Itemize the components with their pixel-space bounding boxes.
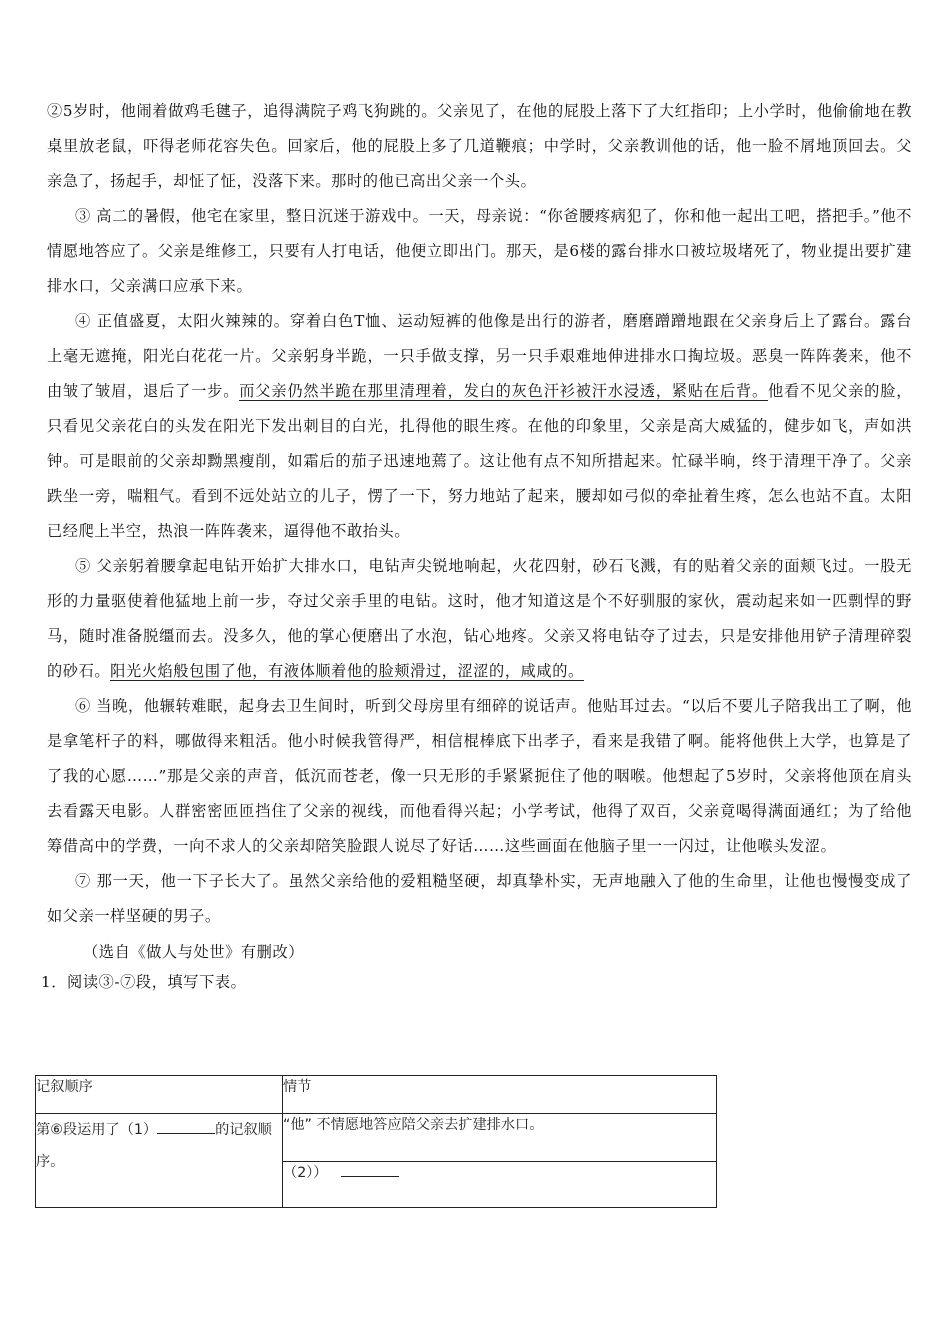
- paragraph-4-part-2: 他看不见父亲的脸，只看见父亲花白的头发在阳光下发出刺目的白光，扎得他的眼生疼。在他的印象里，父亲是高大威猛的，健步如飞，声如洪钟。可是眼前的父亲却黝黑瘦削，如霜后的茄子迅速地蔫了。这让他有点不知所措起来。忙碌半晌，终于清理干净了。父亲跌坐一旁，喘粗气。看到不远处站立的儿子，愣了一下，努力地站了起来，腰却如弓似的牵扯着生疼，怎么也站不直。太阳已经爬上半空，热浪一阵阵袭来，逼得他不敢抬头。: [47, 382, 912, 540]
- paragraph-4-part-1: ④ 正值盛夏，太阳火辣辣的。穿着白色T恤、运动短裤的他像是出行的游者，磨磨蹭蹭地跟在父亲身后上了露台。露台上毫无遮掩，阳光白花花一片。父亲躬身半跪，一只手做支撑，另一只手艰难地伸进排水口掏垃圾。恶臭一阵阵袭来，他不由皱了皱眉，退后了一步。: [47, 312, 912, 400]
- paragraph-3: ③ 高二的暑假，他宅在家里，整日沉迷于游戏中。一天，母亲说：“你爸腰疼病犯了，你和他一起出工吧，搭把手。”他不情愿地答应了。父亲是维修工，只要有人打电话，他便立即出门。那天，是6楼的露台排水口被垃圾堵死了，物业提出要扩建排水口，父亲满口应承下来。: [47, 207, 912, 295]
- header-narrative-order: 记叙顺序: [36, 1076, 283, 1114]
- answer-table: [35, 1075, 717, 1208]
- source-note: （选自《做人与处世》有删改）: [83, 943, 305, 961]
- paragraph-5: [47, 549, 912, 689]
- question-1: 1．阅读③-⑦段，填写下表。: [41, 973, 247, 991]
- narrative-order-cell: [36, 1114, 283, 1208]
- narrative-order-suffix: 的记叙顺序。: [36, 1122, 272, 1170]
- table-row: [36, 1114, 717, 1162]
- plot-cell-2: [283, 1162, 717, 1208]
- header-plot: 情节: [283, 1076, 717, 1114]
- plot-cell-1: “他” 不情愿地答应陪父亲去扩建排水口。: [283, 1114, 717, 1162]
- blank-1[interactable]: [157, 1121, 215, 1134]
- underlined-sentence-2: 阳光火焰般包围了他，有液体顺着他的脸颊滑过，涩涩的，咸咸的。: [110, 662, 584, 680]
- table-header-row: [36, 1076, 717, 1114]
- narrative-order-prefix: 第⑥段运用了（1）: [36, 1122, 158, 1138]
- blank-2[interactable]: [341, 1164, 399, 1177]
- plot-cell-2-label: （2））: [283, 1165, 328, 1181]
- paragraph-7: ⑦ 那一天，他一下子长大了。虽然父亲给他的爱粗糙坚硬，却真挚朴实，无声地融入了他的生命里，让他也慢慢变成了如父亲一样坚硬的男子。: [47, 872, 912, 925]
- reading-passage: [41, 94, 912, 996]
- paragraph-6: ⑥ 当晚，他辗转难眠，起身去卫生间时，听到父母房里有细碎的说话声。他贴耳过去。“以后不要儿子陪我出工了啊，他是拿笔杆子的料，哪做得来粗活。他小时候我管得严，相信棍棒底下出孝子，看来是我错了啊。能将他供上大学，也算是了了我的心愿……”那是父亲的声音，低沉而苍老，像一只无形的手紧紧扼住了他的咽喉。他想起了5岁时，父亲将他顶在肩头去看露天电影。人群密密匝匝挡住了父亲的视线，而他看得兴起；小学考试，他得了双百，父亲竟喝得满面通红；为了给他筹借高中的学费，一向不求人的父亲却陪笑脸跟人说尽了好话……这些画面在他脑子里一一闪过，让他喉头发涩。: [47, 697, 912, 855]
- paragraph-2: ②5岁时，他闹着做鸡毛毽子，追得满院子鸡飞狗跳的。父亲见了，在他的屁股上落下了大红指印；上小学时，他偷偷地在教桌里放老鼠，吓得老师花容失色。回家后，他的屁股上多了几道鞭痕；中学时，父亲教训他的话，他一脸不屑地顶回去。父亲急了，扬起手，却怔了怔，没落下来。那时的他已高出父亲一个头。: [47, 102, 912, 190]
- paragraph-4: [47, 304, 912, 549]
- underlined-sentence-1: 而父亲仍然半跪在那里清理着，发白的灰色汗衫被汗水浸透，紧贴在后背。: [239, 382, 769, 400]
- paragraph-5-part-1: ⑤ 父亲躬着腰拿起电钻开始扩大排水口，电钻声尖锐地响起，火花四射，砂石飞溅，有的贴着父亲的面颊飞过。一股无形的力量驱使着他猛地上前一步，夺过父亲手里的电钻。这时，他才知道这是个不好驯服的家伙，震动起来如一匹剽悍的野马，随时准备脱缰而去。没多久，他的掌心便磨出了水泡，钻心地疼。父亲又将电钻夺了过去，只是安排他用铲子清理碎裂的砂石。: [47, 557, 912, 680]
